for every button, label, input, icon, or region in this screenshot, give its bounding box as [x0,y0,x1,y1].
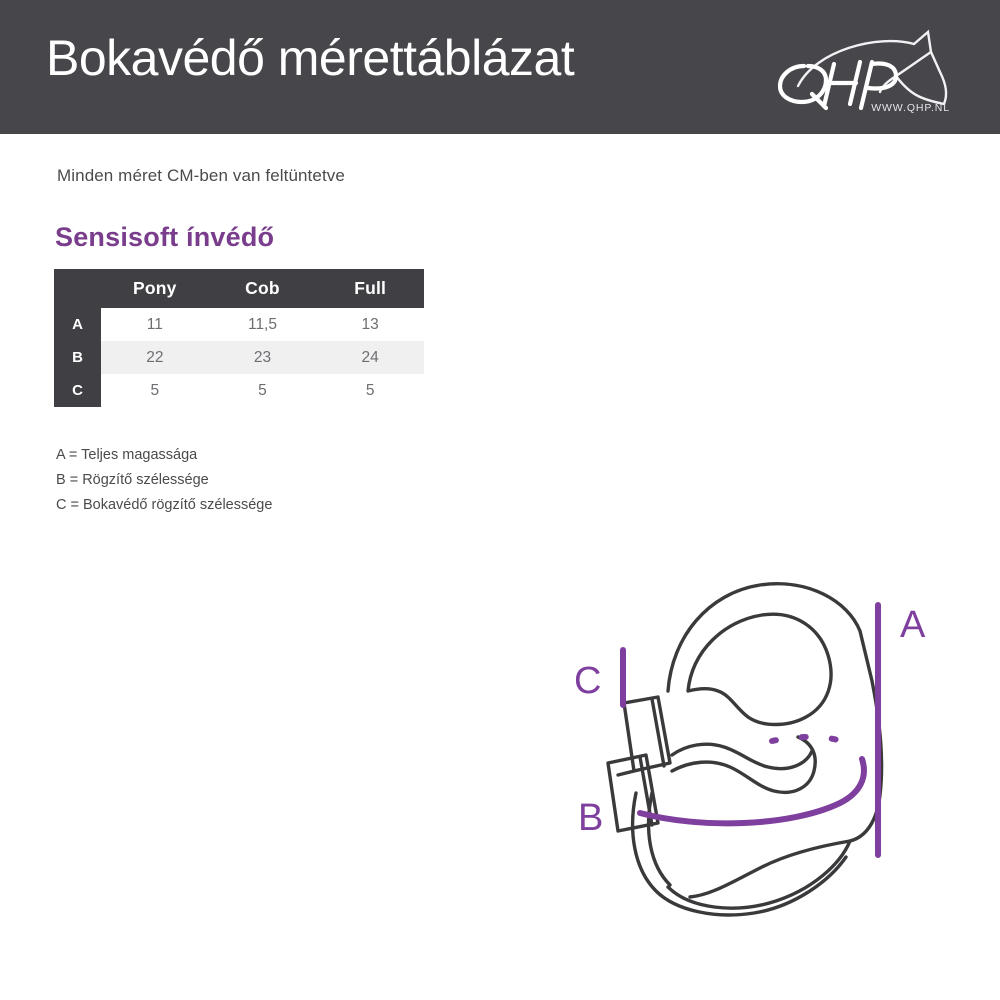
table-row [54,374,424,407]
row-label-a: A [54,308,101,341]
cell-c-full: 5 [316,374,424,407]
legend-item-b: B = Rögzítő szélessége [56,472,209,488]
cell-a-cob: 11,5 [209,308,317,341]
cell-b-full: 24 [316,341,424,374]
marker-curve-b-dashed [772,737,852,745]
column-header-cob: Cob [209,269,317,308]
legend-item-c: C = Bokavédő rögzítő szélessége [56,497,273,513]
table-row [54,341,424,374]
cell-b-cob: 23 [209,341,317,374]
cell-c-cob: 5 [209,374,317,407]
marker-label-b: B [578,797,604,839]
table-body [54,308,424,407]
column-header-full: Full [316,269,424,308]
table-header-row [54,269,424,308]
measurement-legend [56,443,272,518]
marker-label-c: C [574,660,602,702]
page-header [0,0,1000,134]
row-label-c: C [54,374,101,407]
product-title: Sensisoft ínvédő [55,222,275,252]
table-row [54,308,424,341]
cell-a-full: 13 [316,308,424,341]
marker-label-a: A [900,604,926,646]
units-note: Minden méret CM-ben van feltüntetve [57,166,345,185]
legend-item-a: A = Teljes magassága [56,447,198,463]
cell-b-pony: 22 [101,341,209,374]
logo-url-text: WWW.QHP.NL [871,102,950,114]
fetlock-boot-measurement-diagram [540,545,980,945]
cell-c-pony: 5 [101,374,209,407]
qhp-logo [768,28,958,120]
table-header [54,269,424,308]
cell-a-pony: 11 [101,308,209,341]
column-header-pony: Pony [101,269,209,308]
table-corner-cell [54,269,101,308]
page-title: Bokavédő mérettáblázat [46,30,575,86]
boot-outline [608,584,882,915]
row-label-b: B [54,341,101,374]
size-chart-table [54,269,424,407]
